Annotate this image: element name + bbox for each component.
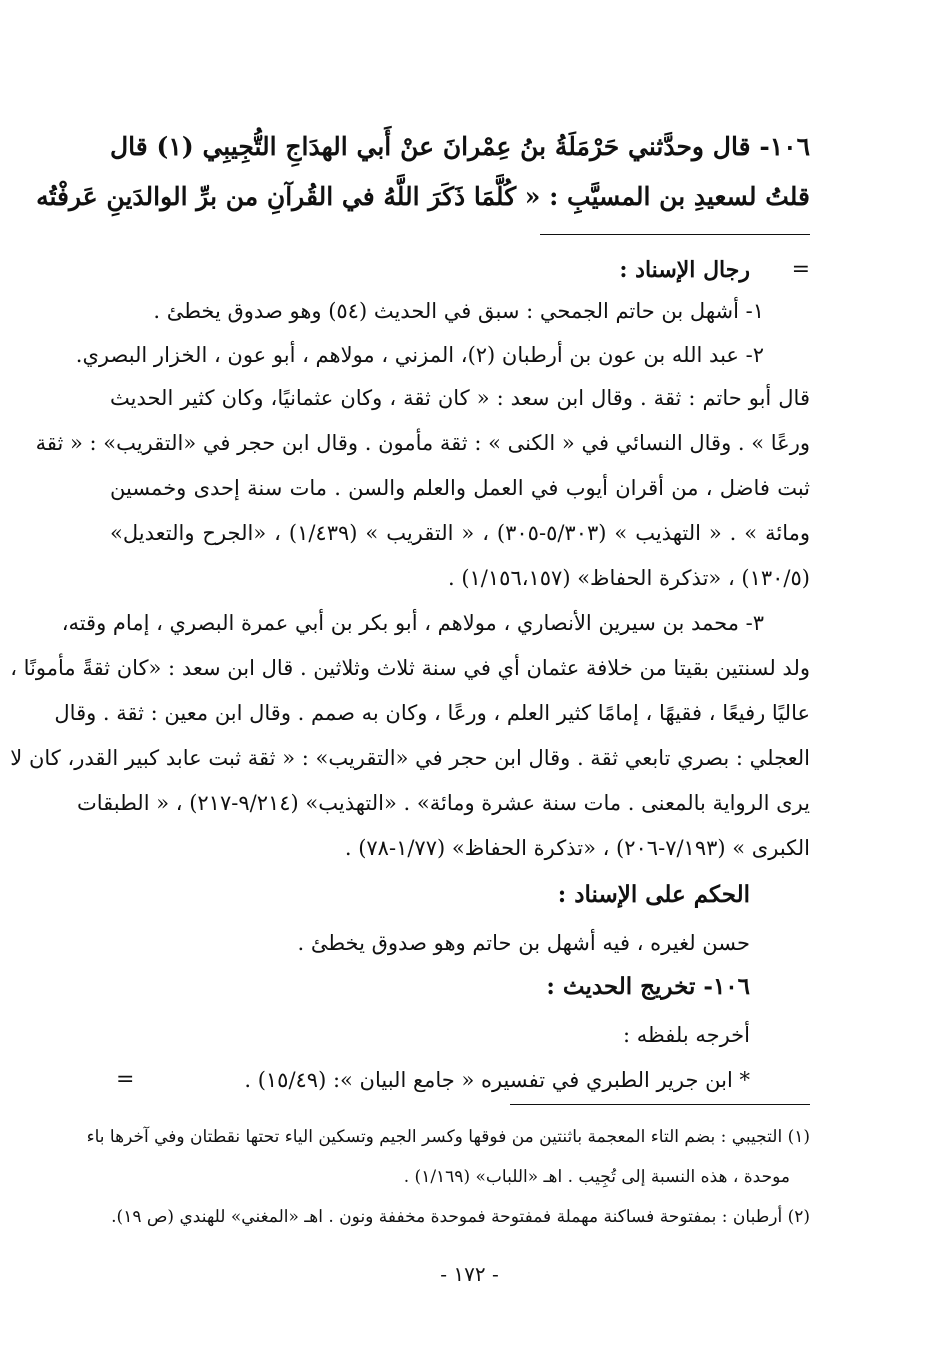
rijal-line-3: قال أبو حاتم : ثقة . وقال ابن سعد : « كان ثقة ، وكان عثمانيًا، وكان كثير الحديث (110, 386, 810, 410)
rijal-line-12: يرى الرواية بالمعنى . مات سنة عشرة ومائة» . «التهذيب» (٩/٢١٤-٢١٧) ، « الطبقات (76, 791, 810, 815)
rijal-line-6: ومائة » . « التهذيب » (٥/٣٠٣-٣٠٥) ، « التقريب » (١/٤٣٩) ، «الجرح والتعديل» (110, 521, 810, 545)
hukm-text: حسن لغيره ، فيه أشهل بن حاتم وهو صدوق يخطئ . (297, 931, 750, 955)
rijal-line-9: ولد لسنتين بقيتا من خلافة عثمان أي في سنة ثلاث وثلاثين . قال ابن سعد : «كان ثقةً مأمونًا ، (10, 656, 810, 680)
takhrij-heading: ١٠٦- تخريج الحديث : (546, 973, 750, 1000)
hadith-line-1: ١٠٦- قال وحدَّثني حَرْمَلَةُ بنُ عِمْرانَ عنْ أَبي الهدَاجِ التُّجِيبِي (١) قال (110, 132, 811, 161)
rijal-line-7: (١٣٠/٥) ، «تذكرة الحفاظ» (١/١٥٦،١٥٧) . (447, 566, 810, 590)
footnote-rule (510, 1104, 810, 1105)
footnote-1: (١) التجيبي : بضم التاء المعجمة باثنتين من فوقها وكسر الجيم وتسكين الياء تحتها نقطتان وفي آخرها باء (86, 1127, 810, 1147)
rijal-line-2: ٢- عبد الله بن عون بن أرطبان (٢)، المزني ، مولاهم ، أبو عون ، الخزار البصري. (75, 343, 764, 367)
footnote-2: (٢) أرطبان : بمفتوحة فساكنة مهملة فمفتوحة فموحدة مخففة ونون . اهـ «المغني» للهندي (ص ١٩). (111, 1207, 810, 1227)
text-separator-rule (540, 234, 810, 235)
hukm-heading: الحكم على الإسناد : (557, 881, 750, 908)
rijal-line-13: الكبرى » (٧/١٩٣-٢٠٦) ، «تذكرة الحفاظ» (١/٧٧-٧٨) . (344, 836, 810, 860)
rijal-continuation-mark: = (791, 257, 810, 282)
rijal-heading: رجال الإسناد : (619, 257, 750, 283)
rijal-line-11: العجلي : بصري تابعي ثقة . وقال ابن حجر في «التقريب» : « ثقة ثبت عابد كبير القدر، كان لا (10, 746, 810, 770)
rijal-line-4: ورعًا » . وقال النسائي في « الكنى » : ثقة مأمون . وقال ابن حجر في «التقريب» : « ثقة (35, 431, 810, 455)
page-number: - ١٧٢ - (440, 1262, 499, 1286)
rijal-line-10: عاليًا رفيعًا ، فقيهًا ، إمامًا كثير العلم ، ورعًا ، وكان به صمم . وقال ابن معين : ثقة . وقال (54, 701, 810, 725)
footnote-1-continued: موحدة ، هذه النسبة إلى تُجِيب . اهـ «اللباب» (١/١٦٩) . (403, 1167, 790, 1187)
rijal-line-5: ثبت فاضل ، من أقران أيوب في العمل والعلم والسن . مات سنة إحدى وخمسين (110, 476, 810, 500)
document-page (10, 120, 811, 1320)
rijal-line-8: ٣- محمد بن سيرين الأنصاري ، مولاهم ، أبو بكر بن أبي عمرة البصري ، إمام وقته، (61, 611, 764, 635)
hadith-line-2: قلتُ لسعيدِ بن المسيَّبِ : « كُلَّمَا ذَكَرَ اللَّهُ في القُرآنِ من برِّ الوالدَينِ عَرفْتُه (36, 182, 810, 211)
takhrij-intro: أخرجه بلفظه : (623, 1023, 750, 1047)
takhrij-item: * ابن جرير الطبري في تفسيره « جامع البيان »: (١٥/٤٩) . (244, 1068, 750, 1092)
rijal-line-1: ١- أشهل بن حاتم الجمحي : سبق في الحديث (٥٤) وهو صدوق يخطئ . (153, 299, 764, 323)
takhrij-continuation-mark: = (116, 1067, 135, 1092)
